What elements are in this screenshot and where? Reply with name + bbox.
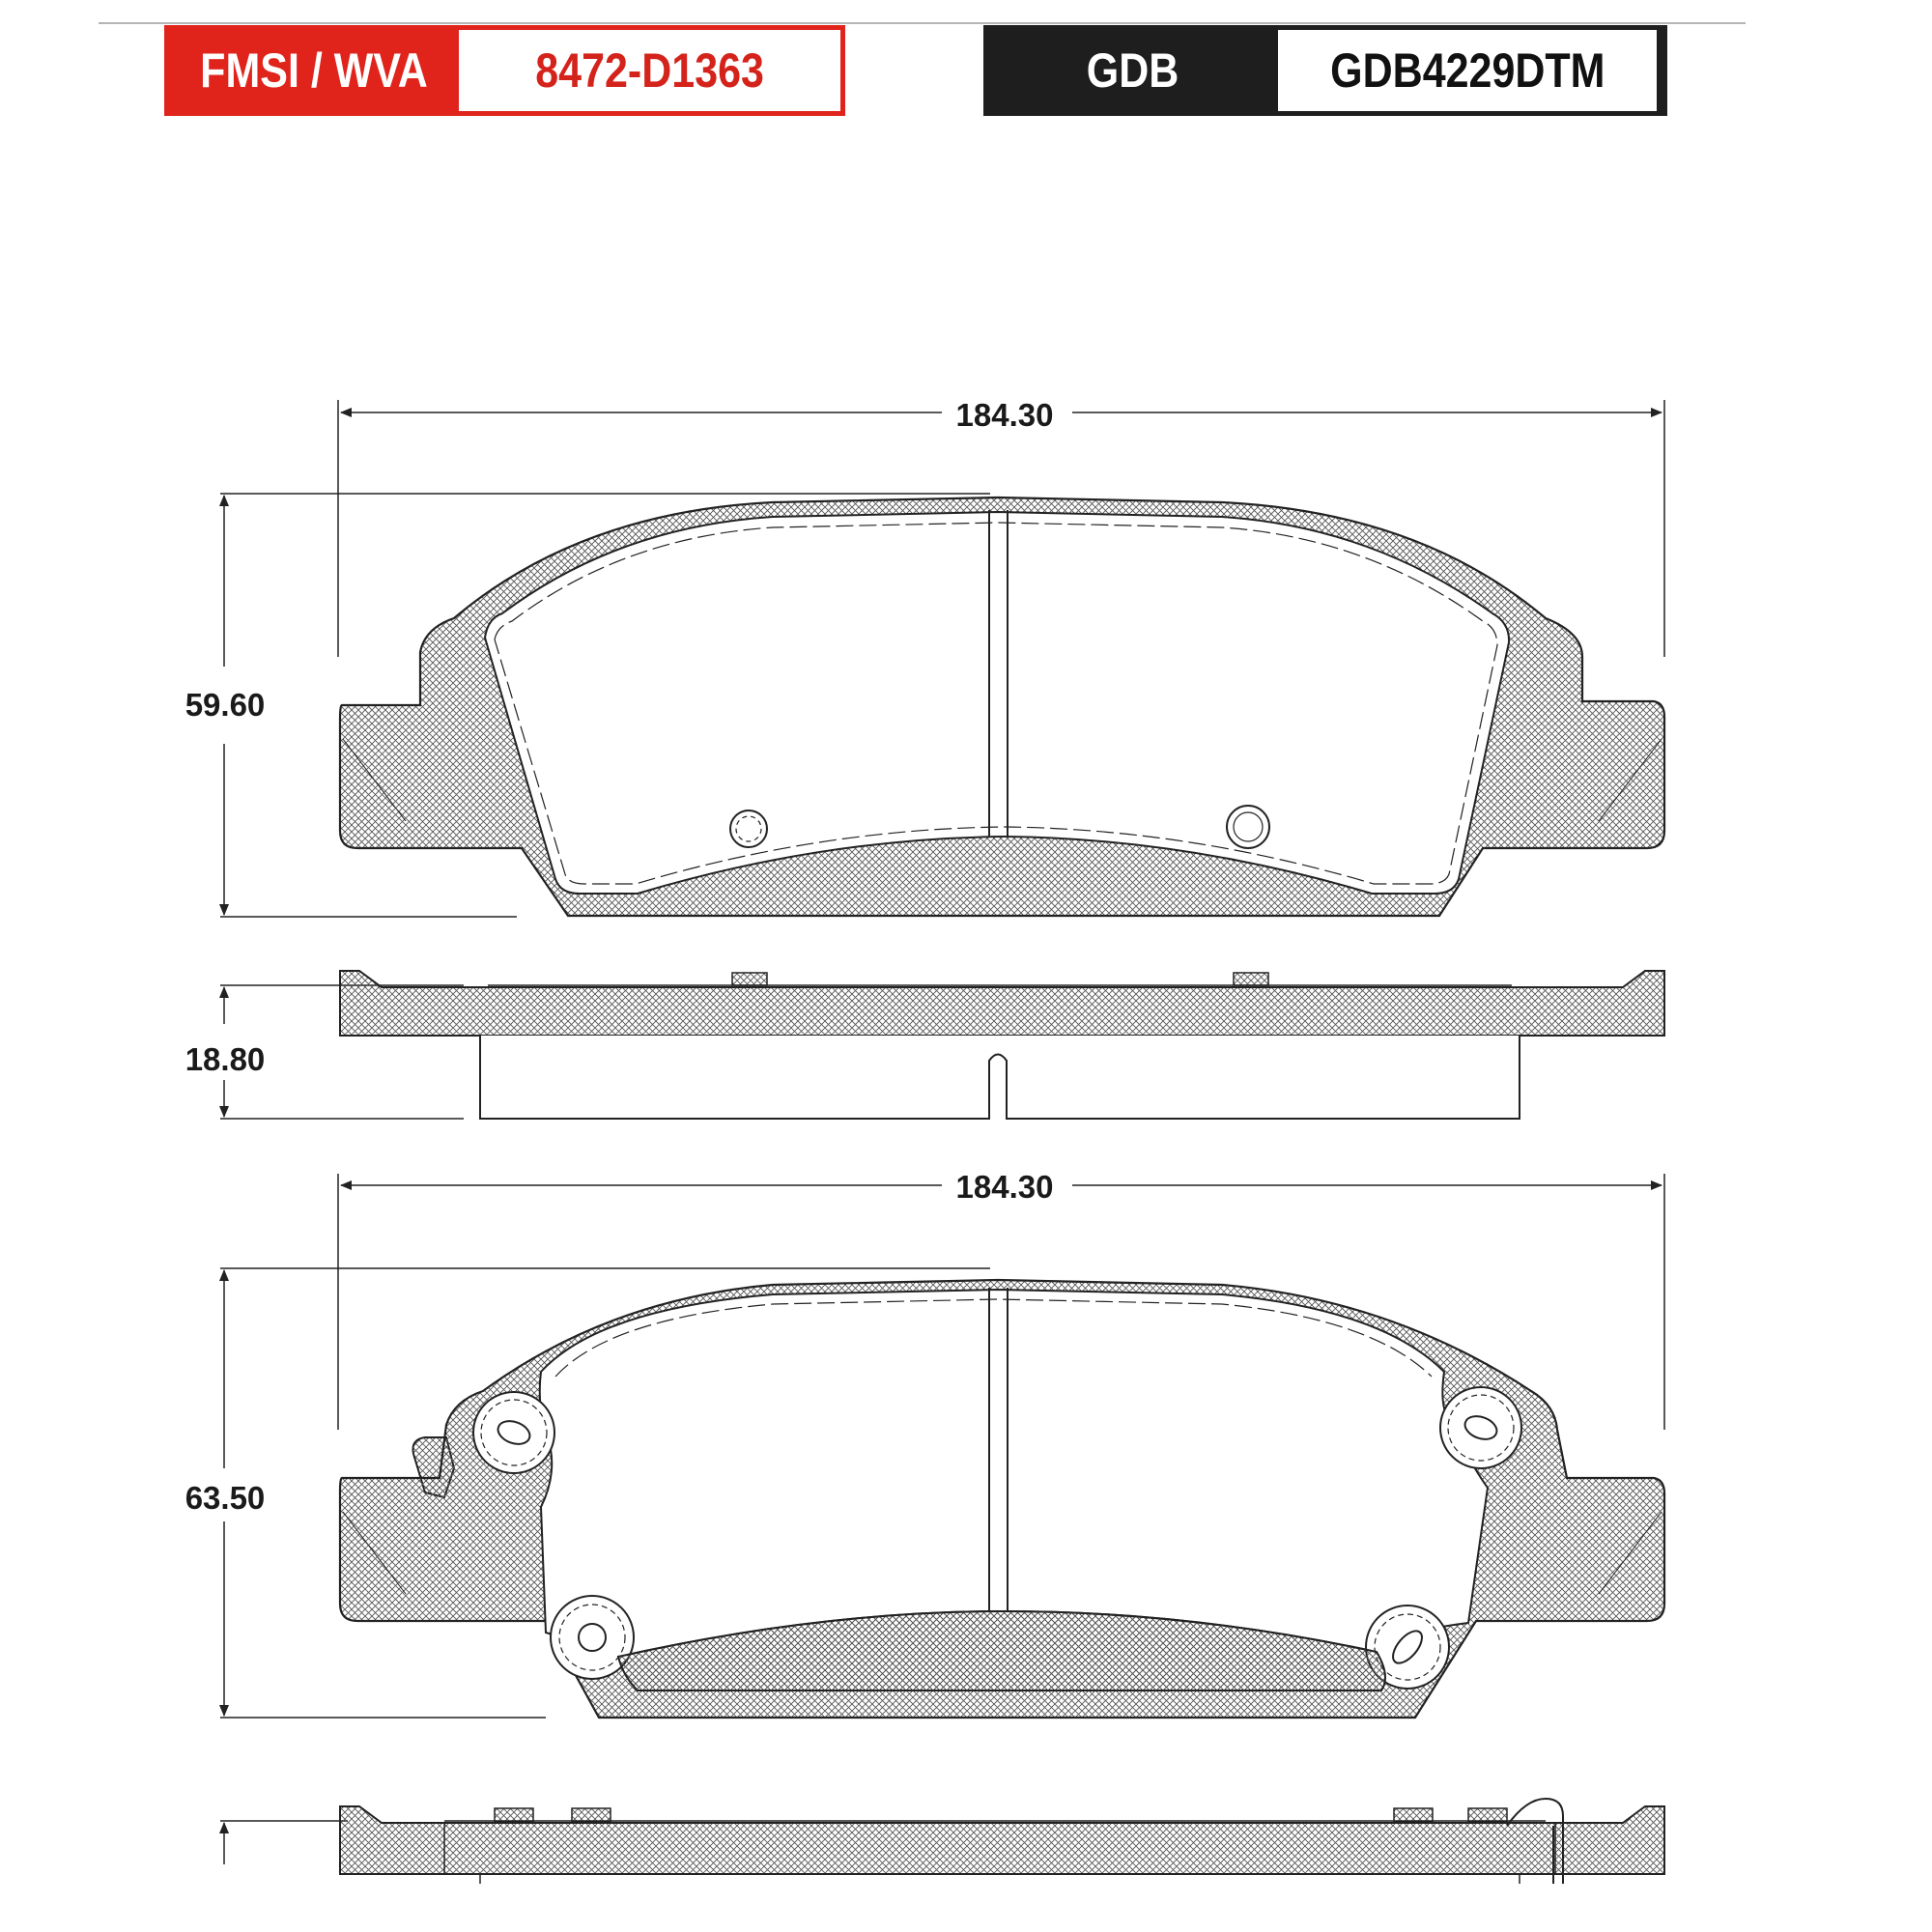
bottom-side-backing: [340, 1806, 1664, 1874]
top-friction-material: [485, 512, 1509, 894]
top-height-dimension: 59.60: [185, 687, 266, 723]
gdb-label: GDB: [1087, 43, 1179, 98]
bottom-height-dimension: 63.50: [185, 1480, 266, 1516]
gdb-value: GDB4229DTM: [1329, 43, 1605, 98]
fmsi-value: 8472-D1363: [535, 43, 764, 98]
fmsi-label: FMSI / WVA: [200, 43, 428, 98]
bottom-pad-side-view: [220, 1799, 1664, 1884]
top-side-backing: [340, 971, 1664, 1036]
bottom-pad-back-view: [220, 1174, 1664, 1718]
top-pad-side-view: [220, 971, 1664, 1119]
top-width-dimension: 184.30: [955, 397, 1054, 433]
top-thickness-dimension: 18.80: [185, 1041, 266, 1077]
bottom-plate-surface: [540, 1290, 1488, 1657]
top-pad-front-view: [220, 400, 1664, 917]
top-side-friction: [480, 1036, 1520, 1119]
bottom-width-dimension: 184.30: [955, 1169, 1054, 1205]
